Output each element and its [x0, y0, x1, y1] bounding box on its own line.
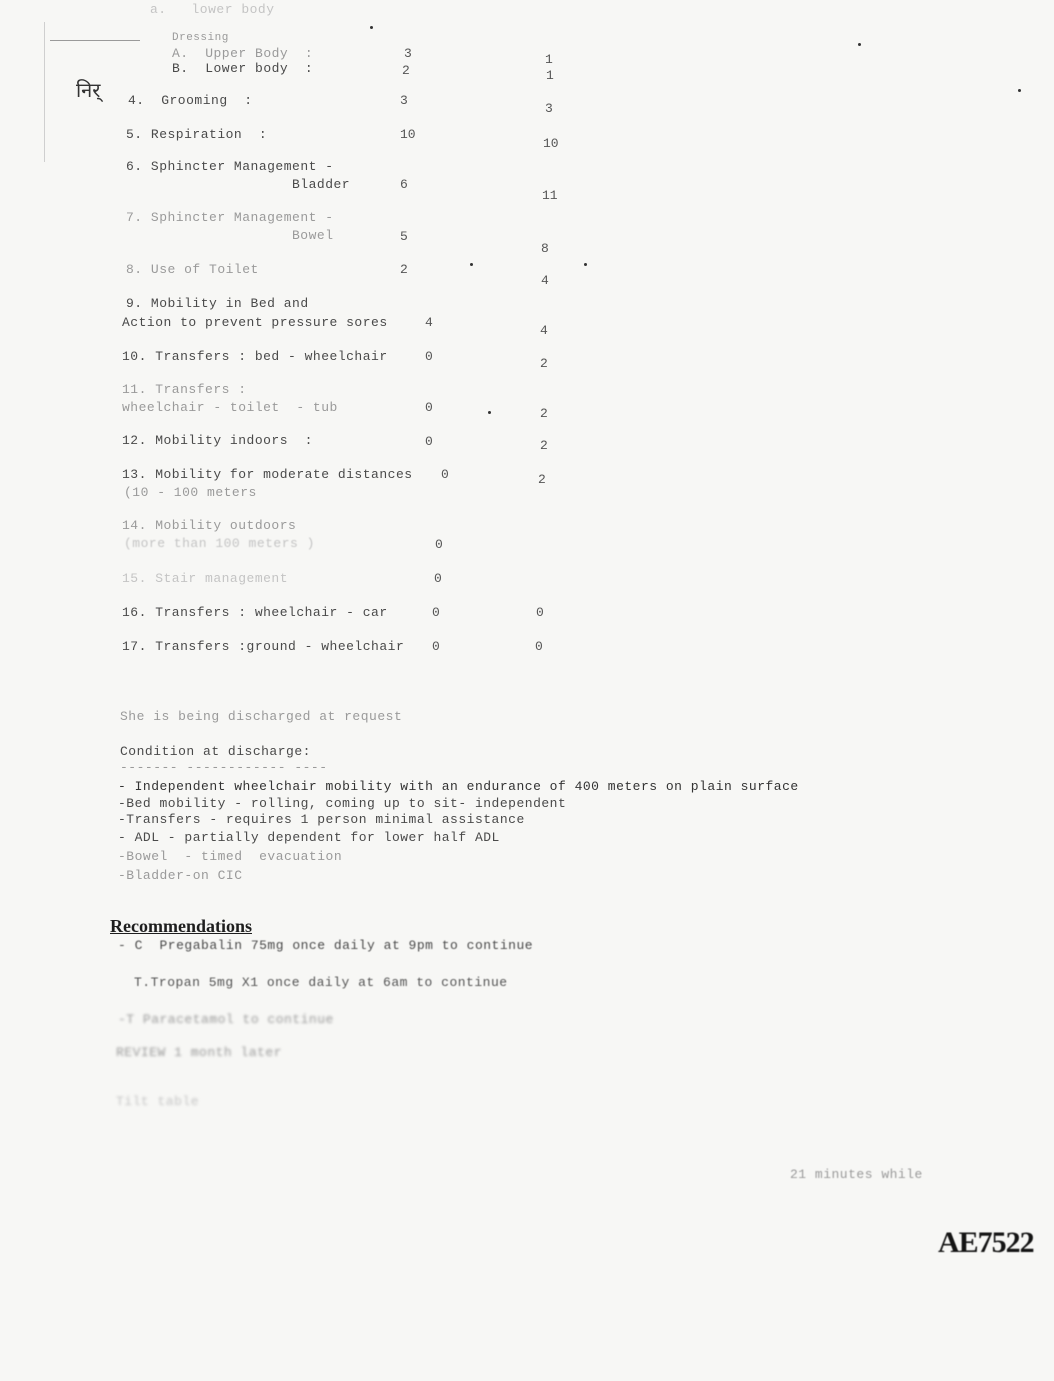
recommendation-item: Tilt table — [116, 1094, 200, 1109]
score-label: 5. Respiration : — [126, 127, 268, 142]
score-label: 15. Stair management — [122, 571, 289, 586]
score-label: 13. Mobility for moderate distances — [122, 467, 413, 482]
score-value-2: 2 — [540, 406, 548, 421]
score-label: (more than 100 meters ) — [124, 536, 315, 551]
score-label: 10. Transfers : bed - wheelchair — [122, 349, 388, 364]
score-label: 16. Transfers : wheelchair - car — [122, 605, 388, 620]
score-value-1: 0 — [441, 467, 449, 482]
score-value-1: 0 — [435, 537, 443, 552]
score-label: B. Lower body : — [172, 61, 314, 76]
document-stamp: AE7522 — [938, 1226, 1034, 1259]
score-value-2: 1 — [545, 52, 553, 67]
score-value-2: 8 — [541, 241, 549, 256]
score-label: 11. Transfers : — [122, 382, 247, 397]
score-value-1: 2 — [400, 262, 408, 277]
speck — [488, 411, 491, 414]
score-label: Bowel — [292, 228, 334, 243]
score-label: Action to prevent pressure sores — [122, 315, 388, 330]
score-value-2: 4 — [541, 273, 549, 288]
recommendations-heading: Recommendations — [110, 916, 252, 936]
score-label: 7. Sphincter Management - — [126, 210, 334, 225]
score-value-1: 0 — [432, 605, 440, 620]
score-value-2: 0 — [535, 639, 543, 654]
speck — [584, 263, 587, 266]
speck — [370, 26, 373, 29]
score-value-1: 3 — [400, 93, 408, 108]
score-value-2: 4 — [540, 323, 548, 338]
score-label: a. lower body — [150, 2, 275, 17]
condition-item: - ADL - partially dependent for lower half ADL — [118, 830, 500, 845]
score-value-1: 0 — [434, 571, 442, 586]
score-value-1: 3 — [404, 46, 412, 61]
speck — [858, 43, 861, 46]
score-label: (10 - 100 meters — [124, 485, 257, 500]
score-value-1: 4 — [425, 315, 433, 330]
condition-underline: ------- ------------ ---- — [120, 760, 328, 775]
recommendation-item: REVIEW 1 month later — [116, 1045, 283, 1060]
margin-line — [44, 22, 45, 162]
margin-rule — [50, 40, 140, 41]
score-value-2: 3 — [545, 101, 553, 116]
score-value-2: 0 — [536, 605, 544, 620]
recommendation-item: - C Pregabalin 75mg once daily at 9pm to continue — [118, 938, 534, 953]
score-value-2: 11 — [542, 188, 558, 203]
condition-item: -Bed mobility - rolling, coming up to sit- independent — [118, 796, 567, 811]
speck — [1018, 89, 1021, 92]
score-label: A. Upper Body : — [172, 46, 314, 61]
condition-item: -Transfers - requires 1 person minimal assistance — [118, 812, 525, 827]
score-value-1: 10 — [400, 127, 416, 142]
score-value-1: 0 — [425, 349, 433, 364]
score-label: Dressing — [172, 32, 229, 44]
score-value-1: 2 — [402, 63, 410, 78]
score-value-1: 6 — [400, 177, 408, 192]
score-value-2: 1 — [546, 68, 554, 83]
condition-item: -Bowel - timed evacuation — [118, 849, 343, 864]
condition-heading: Condition at discharge: — [120, 744, 311, 759]
score-value-2: 2 — [538, 472, 546, 487]
score-value-1: 0 — [432, 639, 440, 654]
discharge-reason: She is being discharged at request — [120, 709, 403, 724]
speck — [470, 263, 473, 266]
score-value-2: 2 — [540, 438, 548, 453]
score-label: 9. Mobility in Bed and — [126, 296, 309, 311]
score-label: Bladder — [292, 177, 351, 192]
score-label: 12. Mobility indoors : — [122, 433, 313, 448]
score-label: 6. Sphincter Management - — [126, 159, 334, 174]
score-value-2: 2 — [540, 356, 548, 371]
score-label: wheelchair - toilet - tub — [122, 400, 338, 415]
condition-item: - Independent wheelchair mobility with an endurance of 400 meters on plain surface — [118, 779, 799, 794]
recommendation-side-note: 21 minutes while — [790, 1167, 923, 1182]
score-label: 8. Use of Toilet — [126, 262, 259, 277]
score-value-1: 0 — [425, 400, 433, 415]
recommendation-item: T.Tropan 5mg X1 once daily at 6am to continue — [134, 975, 508, 990]
score-label: 17. Transfers :ground - wheelchair — [122, 639, 405, 654]
recommendation-item: -T Paracetamol to continue — [118, 1012, 334, 1027]
score-value-1: 0 — [425, 434, 433, 449]
hindi-header-fragment: निर् — [76, 78, 101, 102]
score-value-2: 10 — [543, 136, 559, 151]
score-label: 4. Grooming : — [128, 93, 253, 108]
score-label: 14. Mobility outdoors — [122, 518, 297, 533]
score-value-1: 5 — [400, 229, 408, 244]
condition-item: -Bladder-on CIC — [118, 868, 243, 883]
